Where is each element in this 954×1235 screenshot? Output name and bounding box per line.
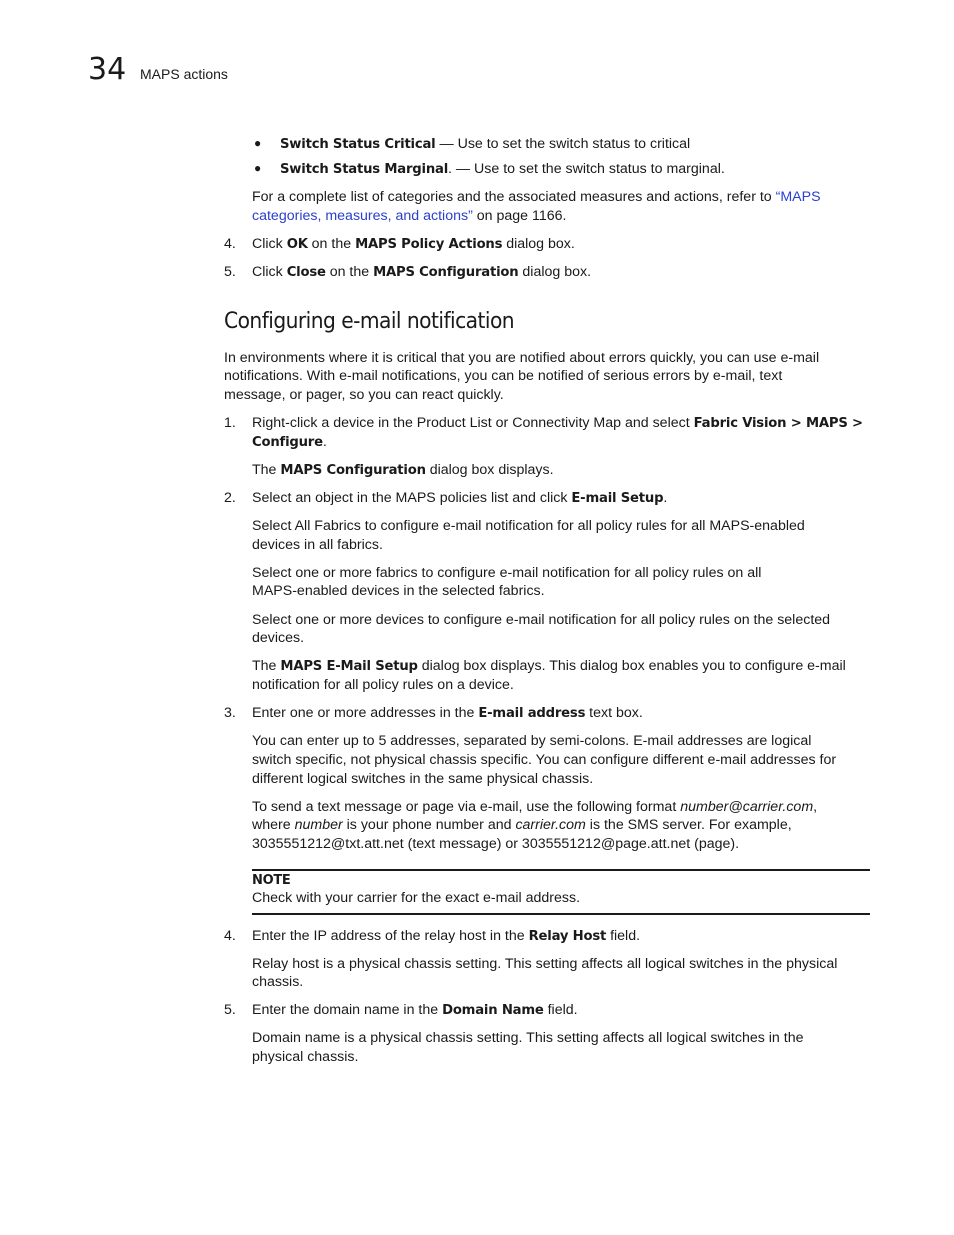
step-number: 4.	[224, 928, 236, 944]
chapter-title: MAPS actions	[140, 66, 228, 82]
text: To send a text message or page via e-mail, use the following format	[252, 799, 681, 815]
bullet-label: Switch Status Critical	[280, 137, 436, 152]
ui-term: Fabric Vision > MAPS >	[693, 416, 863, 431]
maps-categories-link[interactable]: categories, measures, and actions”	[252, 208, 473, 224]
text: .	[663, 490, 668, 506]
step-subtext: Domain name is a physical chassis setting. This setting affects all logical switches in the	[252, 1030, 804, 1046]
bullet-label: Switch Status Marginal	[280, 162, 449, 177]
step-subtext	[252, 657, 846, 676]
text: Right-click a device in the Product List or Connectivity Map and select	[252, 415, 694, 431]
format-term: carrier.com	[515, 817, 586, 833]
step-number: 5.	[224, 1002, 236, 1018]
bullet-item	[280, 160, 725, 179]
text: Click	[252, 236, 287, 252]
ui-term: MAPS Configuration	[280, 463, 426, 478]
bullet-text: . — Use to set the switch status to marginal.	[448, 161, 725, 177]
step-number: 5.	[224, 264, 236, 280]
step-subtext: physical chassis.	[252, 1049, 359, 1065]
chapter-number: 34	[88, 52, 127, 87]
format-term: number	[294, 817, 343, 833]
step-number: 4.	[224, 236, 236, 252]
ui-term: OK	[286, 237, 308, 252]
ui-term: Configure	[252, 435, 323, 450]
note-top-rule	[252, 869, 870, 871]
ui-term: MAPS Configuration	[373, 265, 519, 280]
text: Select an object in the MAPS policies list and click	[252, 490, 572, 506]
ui-term: MAPS E-Mail Setup	[280, 659, 418, 674]
text: .	[322, 434, 327, 450]
step-subtext: devices in all fabrics.	[252, 537, 383, 553]
text: Click	[252, 264, 287, 280]
ui-term: MAPS Policy Actions	[355, 237, 503, 252]
step-number: 2.	[224, 490, 236, 506]
bullet-dot-icon: ●	[254, 161, 262, 175]
section-para-line: notifications. With e-mail notifications, you can be notified of serious errors by e-mail, text	[224, 368, 783, 384]
text: ,	[813, 799, 818, 815]
note-bottom-rule	[252, 913, 870, 915]
section-para-line: message, or pager, so you can react quickly.	[224, 387, 504, 403]
step-text	[252, 263, 591, 282]
text: where	[252, 817, 295, 833]
step-text	[252, 489, 667, 508]
text: text box.	[585, 705, 643, 721]
step-subtext	[252, 461, 554, 480]
step-subtext: Relay host is a physical chassis setting. This setting affects all logical switches in the physical	[252, 956, 838, 972]
step-subtext: switch specific, not physical chassis specific. You can configure different e-mail addresses for	[252, 752, 837, 768]
step-text	[252, 704, 643, 723]
step-subtext: 3035551212@txt.att.net (text message) or 3035551212@page.att.net (page).	[252, 836, 740, 852]
step-number: 1.	[224, 415, 236, 431]
ui-term: E-mail Setup	[571, 491, 664, 506]
intro-line	[252, 207, 566, 226]
intro-text: on page 1166.	[472, 208, 567, 224]
ui-term: Relay Host	[528, 929, 607, 944]
bullet-dot-icon: ●	[254, 136, 262, 150]
section-para-line: In environments where it is critical that you are notified about errors quickly, you can use e-mail	[224, 350, 820, 366]
ui-term: Close	[286, 265, 326, 280]
text: The	[252, 658, 281, 674]
text: Enter the domain name in the	[252, 1002, 443, 1018]
text: The	[252, 462, 281, 478]
text: field.	[606, 928, 641, 944]
step-number: 3.	[224, 705, 236, 721]
step-subtext: Select one or more fabrics to configure e-mail notification for all policy rules on all	[252, 565, 762, 581]
text: on the	[307, 236, 356, 252]
text: dialog box.	[502, 236, 575, 252]
bullet-text: — Use to set the switch status to critical	[435, 136, 691, 152]
intro-text: For a complete list of categories and the associated measures and actions, refer to	[252, 189, 776, 205]
step-subtext: MAPS-enabled devices in the selected fabrics.	[252, 583, 545, 599]
step-subtext: different logical switches in the same physical chassis.	[252, 771, 594, 787]
step-text	[252, 235, 575, 254]
step-text	[252, 1001, 578, 1020]
text: is your phone number and	[342, 817, 516, 833]
step-text	[252, 414, 863, 433]
text: Enter one or more addresses in the	[252, 705, 479, 721]
step-subtext: devices.	[252, 630, 305, 646]
text: is the SMS server. For example,	[585, 817, 792, 833]
ui-term: E-mail address	[478, 706, 586, 721]
step-subtext: notification for all policy rules on a device.	[252, 677, 514, 693]
maps-categories-link[interactable]: “MAPS	[775, 189, 821, 205]
step-text	[252, 927, 640, 946]
step-subtext: You can enter up to 5 addresses, separated by semi-colons. E-mail addresses are logical	[252, 733, 812, 749]
bullet-item	[280, 135, 690, 154]
text: dialog box displays.	[425, 462, 554, 478]
section-heading: Configuring e-mail notification	[224, 309, 515, 334]
text: on the	[325, 264, 374, 280]
text: Enter the IP address of the relay host in the	[252, 928, 529, 944]
format-example: number@carrier.com	[680, 799, 814, 815]
note-label: NOTE	[252, 873, 291, 888]
ui-term: Domain Name	[442, 1003, 544, 1018]
text: field.	[543, 1002, 578, 1018]
note-text: Check with your carrier for the exact e-mail address.	[252, 890, 581, 906]
intro-line	[252, 188, 821, 207]
step-subtext: Select All Fabrics to configure e-mail notification for all policy rules for all MAPS-enabled	[252, 518, 805, 534]
step-text	[252, 433, 327, 452]
step-subtext: chassis.	[252, 974, 304, 990]
step-subtext	[252, 798, 817, 817]
step-subtext	[252, 816, 792, 835]
text: dialog box.	[518, 264, 592, 280]
step-subtext: Select one or more devices to configure e-mail notification for all policy rules on the selected	[252, 612, 831, 628]
text: dialog box displays. This dialog box enables you to configure e-mail	[417, 658, 846, 674]
